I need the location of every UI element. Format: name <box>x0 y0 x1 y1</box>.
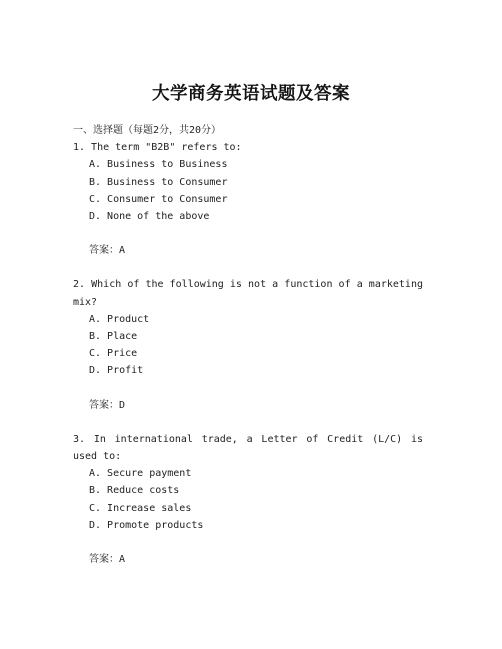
document-body <box>73 122 423 585</box>
question-stem: 2. Which of the following is not a function of a marketing mix? <box>73 279 423 308</box>
question-1 <box>73 139 423 259</box>
option-c: C. Increase sales <box>89 502 192 514</box>
option-d: D. None of the above <box>89 211 210 223</box>
answer-line: 答案：D <box>89 399 126 411</box>
option-a: A. Business to Business <box>89 159 228 171</box>
document-title: 大学商务英语试题及答案 <box>152 84 350 104</box>
question-2 <box>73 276 423 413</box>
option-c: C. Consumer to Consumer <box>89 193 228 205</box>
option-b: B. Place <box>89 331 138 343</box>
section-heading: 一、选择题（每题2分，共20分） <box>73 125 222 136</box>
option-a: A. Secure payment <box>89 468 192 480</box>
option-c: C. Price <box>89 348 138 360</box>
option-d: D. Promote products <box>89 519 204 531</box>
question-stem: 3. In international trade, a Letter of Credit (L/C) is used to: <box>73 433 423 463</box>
question-3 <box>73 431 423 568</box>
option-b: B. Business to Consumer <box>89 176 228 188</box>
answer-line: 答案：A <box>89 554 126 566</box>
option-b: B. Reduce costs <box>89 485 180 497</box>
option-d: D. Profit <box>89 365 144 377</box>
answer-line: 答案：A <box>89 245 126 257</box>
option-a: A. Product <box>89 313 150 325</box>
question-stem: 1. The term "B2B" refers to: <box>73 142 242 154</box>
